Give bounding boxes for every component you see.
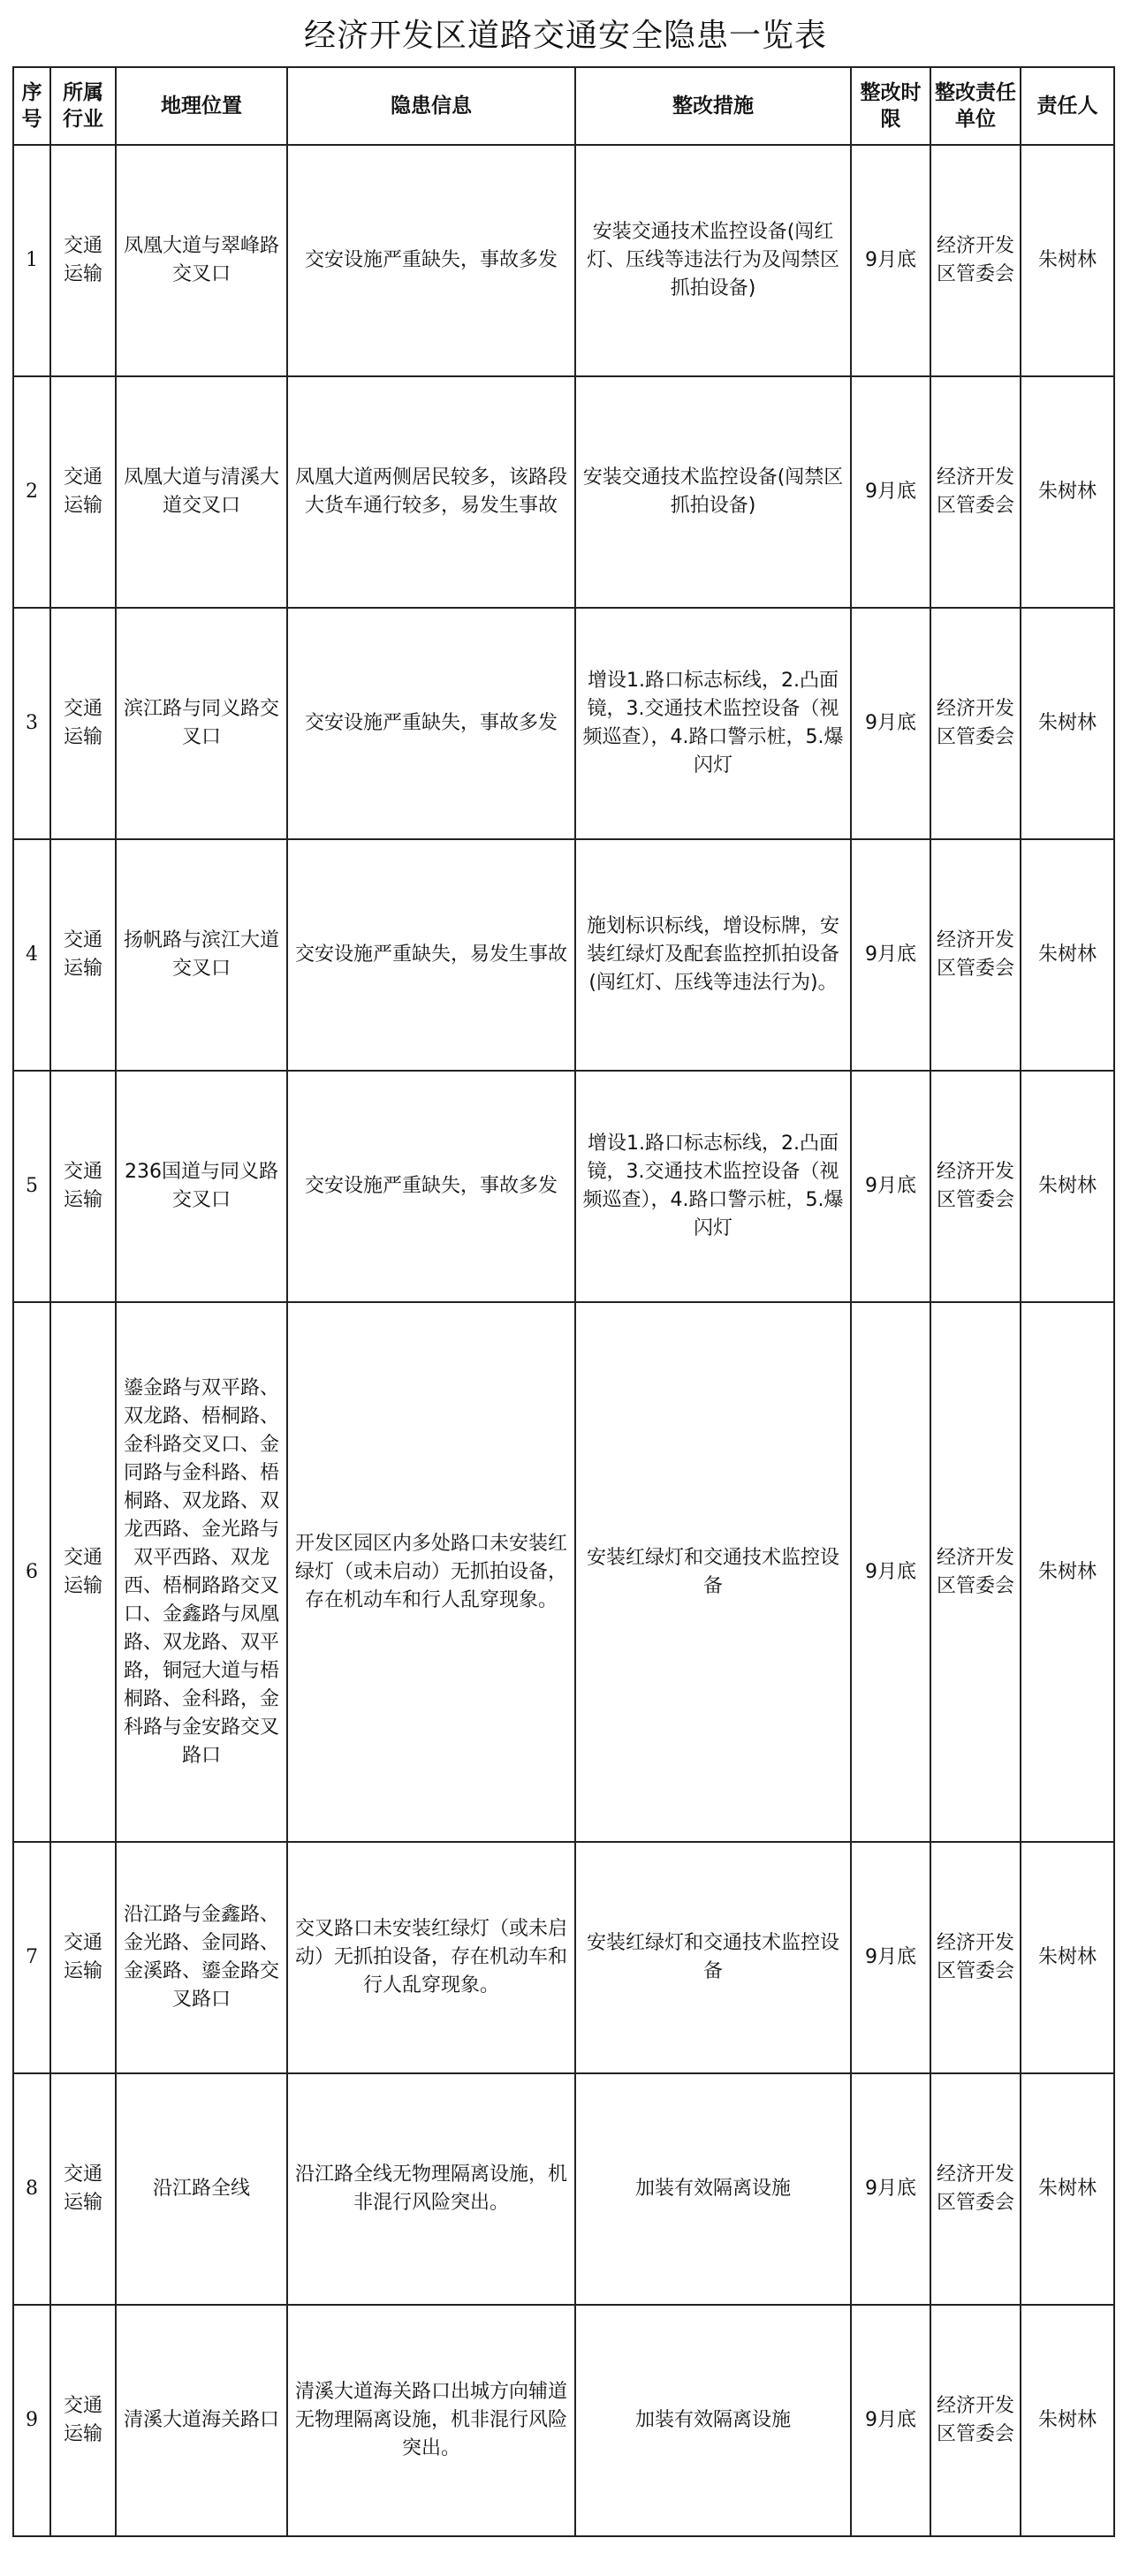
cell-hazard: 开发区园区内多处路口未安装红绿灯（或未启动）无抓拍设备，存在机动车和行人乱穿现象。 [287, 1302, 575, 1842]
cell-measure: 增设1.路口标志标线，2.凸面镜，3.交通技术监控设备（视频巡查），4.路口警示桩，5.爆闪灯 [575, 608, 851, 839]
cell-industry: 交通运输 [50, 2305, 116, 2536]
cell-deadline: 9月底 [851, 839, 930, 1071]
cell-unit: 经济开发区管委会 [930, 145, 1021, 376]
cell-unit: 经济开发区管委会 [930, 608, 1021, 839]
page-title: 经济开发区道路交通安全隐患一览表 [303, 18, 827, 54]
cell-industry: 交通运输 [50, 839, 116, 1071]
cell-unit: 经济开发区管委会 [930, 2305, 1021, 2536]
cell-seq: 9 [13, 2305, 50, 2536]
cell-location: 扬帆路与滨江大道交叉口 [116, 839, 287, 1071]
header-seq: 序号 [13, 67, 50, 145]
cell-seq: 2 [13, 376, 50, 608]
header-deadline: 整改时限 [851, 67, 930, 145]
cell-unit: 经济开发区管委会 [930, 1302, 1021, 1842]
cell-location: 凤凰大道与清溪大道交叉口 [116, 376, 287, 608]
cell-seq: 5 [13, 1071, 50, 1302]
cell-unit: 经济开发区管委会 [930, 376, 1021, 608]
cell-seq: 7 [13, 1842, 50, 2073]
table-header-row [13, 67, 1114, 145]
table-row [13, 1302, 1114, 1842]
cell-person: 朱树林 [1021, 2073, 1114, 2305]
cell-industry: 交通运输 [50, 1302, 116, 1842]
header-person: 责任人 [1021, 67, 1114, 145]
cell-measure: 安装交通技术监控设备(闯红灯、压线等违法行为及闯禁区抓拍设备) [575, 145, 851, 376]
cell-unit: 经济开发区管委会 [930, 2073, 1021, 2305]
cell-hazard: 交安设施严重缺失，事故多发 [287, 1071, 575, 1302]
table-row [13, 839, 1114, 1071]
table-row [13, 376, 1114, 608]
cell-industry: 交通运输 [50, 376, 116, 608]
cell-location: 清溪大道海关路口 [116, 2305, 287, 2536]
cell-deadline: 9月底 [851, 1071, 930, 1302]
cell-hazard: 交叉路口未安装红绿灯（或未启动）无抓拍设备，存在机动车和行人乱穿现象。 [287, 1842, 575, 2073]
cell-deadline: 9月底 [851, 1842, 930, 2073]
cell-measure: 加装有效隔离设施 [575, 2073, 851, 2305]
table-row [13, 145, 1114, 376]
header-hazard: 隐患信息 [287, 67, 575, 145]
cell-person: 朱树林 [1021, 608, 1114, 839]
table-row [13, 2073, 1114, 2305]
cell-location: 鎏金路与双平路、双龙路、梧桐路、金科路交叉口、金同路与金科路、梧桐路、双龙路、双龙西路、金光路与双平西路、双龙西、梧桐路路交叉口、金鑫路与凤凰路、双龙路、双平路，铜冠大道与梧桐路、金科路，金科路与金安路交叉路口 [116, 1302, 287, 1842]
cell-seq: 8 [13, 2073, 50, 2305]
cell-hazard: 交安设施严重缺失，易发生事故 [287, 839, 575, 1071]
hazard-table [12, 66, 1115, 2537]
cell-measure: 施划标识标线，增设标牌，安装红绿灯及配套监控抓拍设备(闯红灯、压线等违法行为)。 [575, 839, 851, 1071]
cell-industry: 交通运输 [50, 608, 116, 839]
cell-person: 朱树林 [1021, 1842, 1114, 2073]
table-row [13, 1842, 1114, 2073]
cell-measure: 加装有效隔离设施 [575, 2305, 851, 2536]
cell-industry: 交通运输 [50, 2073, 116, 2305]
cell-person: 朱树林 [1021, 2305, 1114, 2536]
cell-industry: 交通运输 [50, 1842, 116, 2073]
cell-measure: 安装交通技术监控设备(闯禁区抓拍设备) [575, 376, 851, 608]
cell-deadline: 9月底 [851, 608, 930, 839]
cell-hazard: 交安设施严重缺失，事故多发 [287, 608, 575, 839]
cell-location: 凤凰大道与翠峰路交叉口 [116, 145, 287, 376]
cell-seq: 1 [13, 145, 50, 376]
cell-hazard: 交安设施严重缺失，事故多发 [287, 145, 575, 376]
cell-person: 朱树林 [1021, 1302, 1114, 1842]
cell-unit: 经济开发区管委会 [930, 839, 1021, 1071]
cell-deadline: 9月底 [851, 2073, 930, 2305]
cell-measure: 安装红绿灯和交通技术监控设备 [575, 1302, 851, 1842]
cell-location: 沿江路全线 [116, 2073, 287, 2305]
cell-location: 236国道与同义路交叉口 [116, 1071, 287, 1302]
table-row [13, 608, 1114, 839]
cell-seq: 3 [13, 608, 50, 839]
cell-seq: 4 [13, 839, 50, 1071]
cell-person: 朱树林 [1021, 1071, 1114, 1302]
header-measure: 整改措施 [575, 67, 851, 145]
cell-deadline: 9月底 [851, 2305, 930, 2536]
cell-person: 朱树林 [1021, 839, 1114, 1071]
cell-hazard: 沿江路全线无物理隔离设施，机非混行风险突出。 [287, 2073, 575, 2305]
cell-measure: 增设1.路口标志标线，2.凸面镜，3.交通技术监控设备（视频巡查），4.路口警示桩，5.爆闪灯 [575, 1071, 851, 1302]
cell-unit: 经济开发区管委会 [930, 1071, 1021, 1302]
cell-person: 朱树林 [1021, 145, 1114, 376]
cell-location: 滨江路与同义路交叉口 [116, 608, 287, 839]
cell-measure: 安装红绿灯和交通技术监控设备 [575, 1842, 851, 2073]
header-unit: 整改责任单位 [930, 67, 1021, 145]
header-industry: 所属行业 [50, 67, 116, 145]
cell-industry: 交通运输 [50, 1071, 116, 1302]
cell-unit: 经济开发区管委会 [930, 1842, 1021, 2073]
cell-deadline: 9月底 [851, 376, 930, 608]
cell-industry: 交通运输 [50, 145, 116, 376]
cell-location: 沿江路与金鑫路、金光路、金同路、金溪路、鎏金路交叉路口 [116, 1842, 287, 2073]
cell-hazard: 凤凰大道两侧居民较多，该路段大货车通行较多，易发生事故 [287, 376, 575, 608]
cell-person: 朱树林 [1021, 376, 1114, 608]
table-row [13, 2305, 1114, 2536]
cell-deadline: 9月底 [851, 1302, 930, 1842]
header-location: 地理位置 [116, 67, 287, 145]
table-row [13, 1071, 1114, 1302]
cell-hazard: 清溪大道海关路口出城方向辅道无物理隔离设施，机非混行风险突出。 [287, 2305, 575, 2536]
cell-seq: 6 [13, 1302, 50, 1842]
cell-deadline: 9月底 [851, 145, 930, 376]
